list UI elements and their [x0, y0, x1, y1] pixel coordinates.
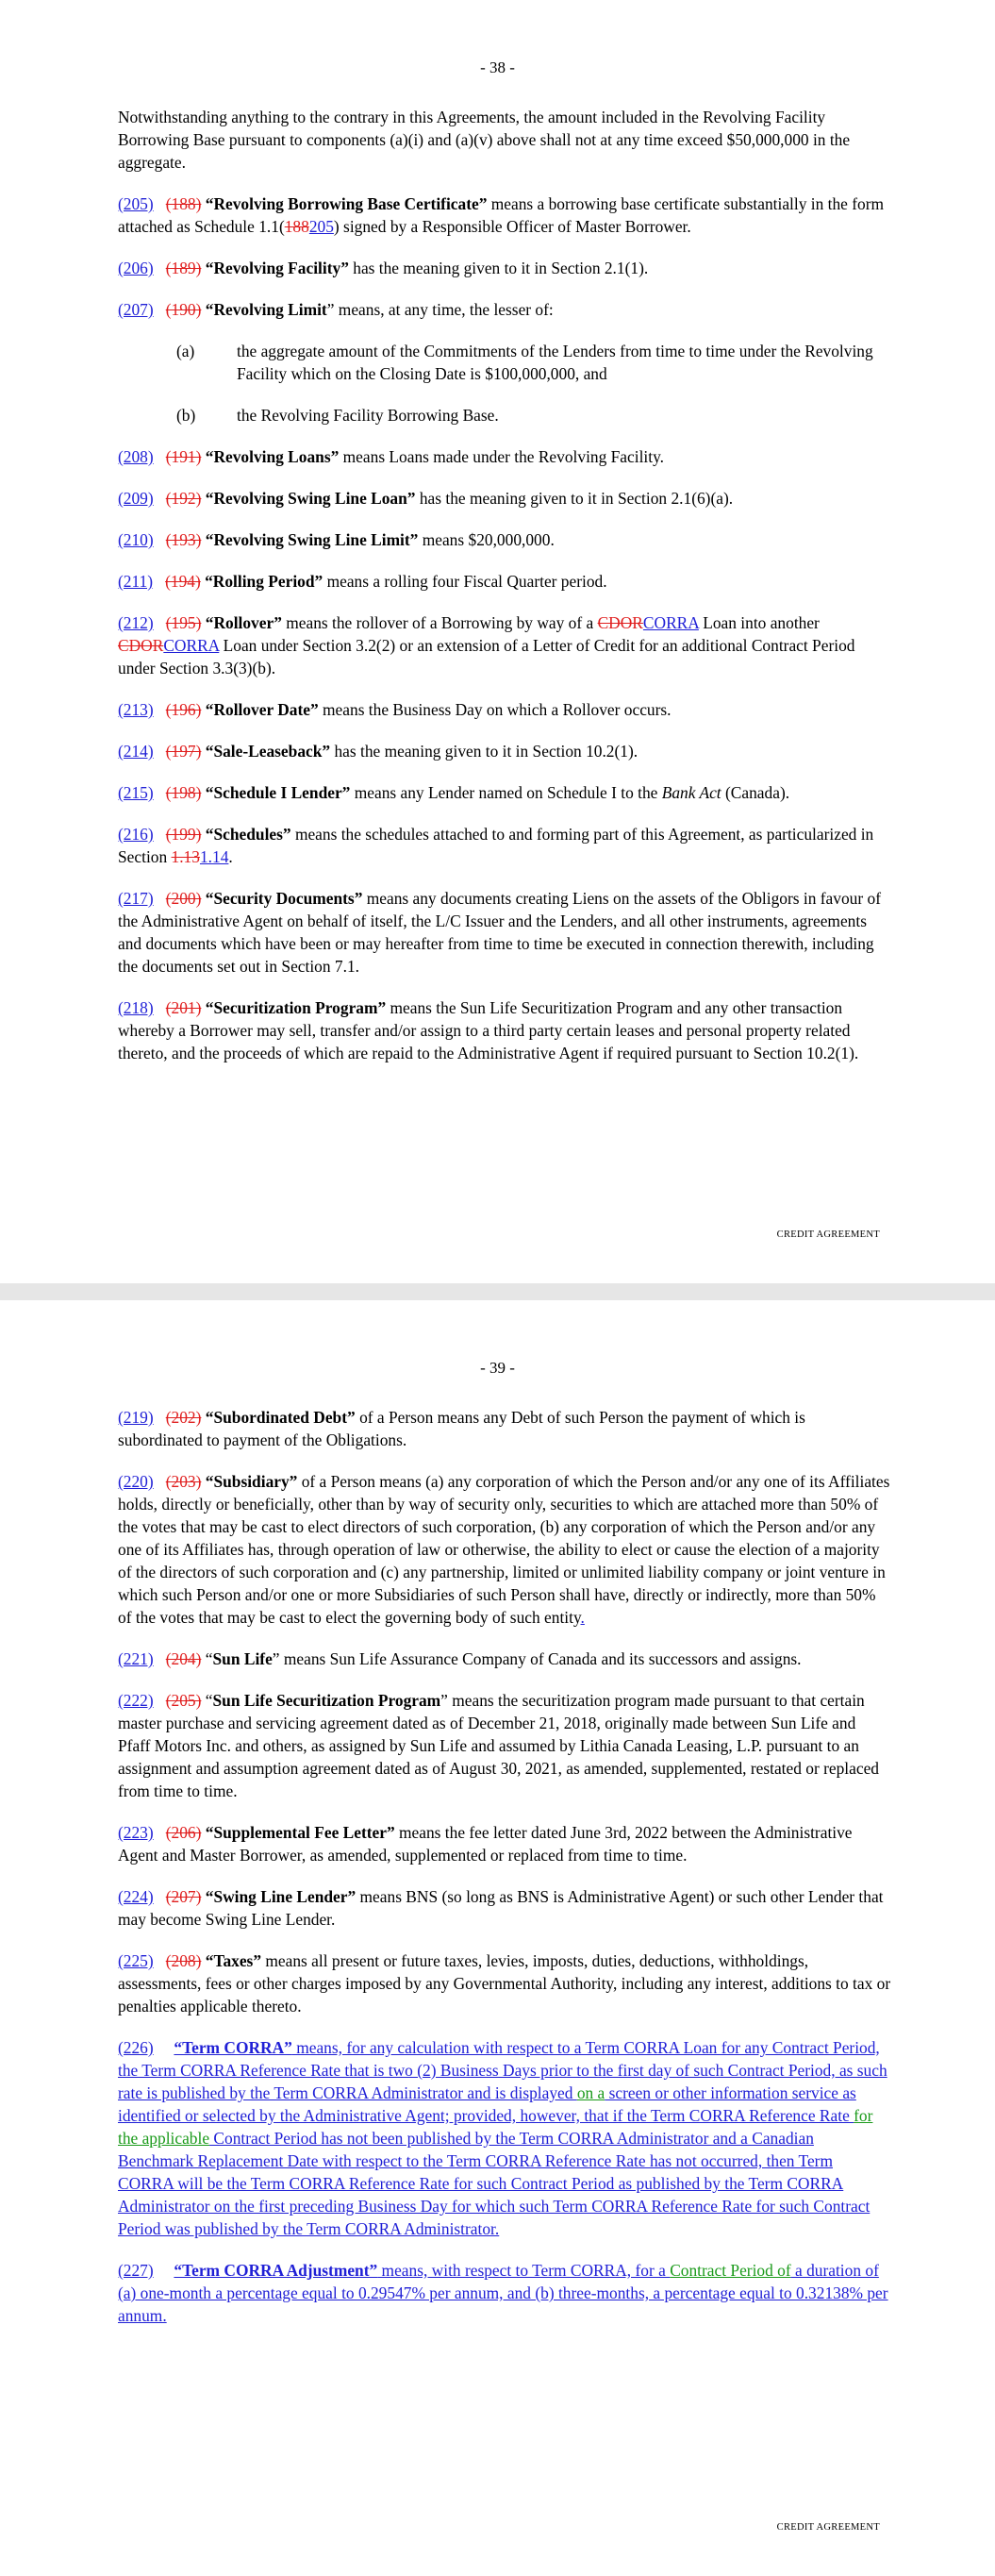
page-body: [118, 1406, 891, 2346]
deleted-number: (198): [165, 783, 202, 802]
moved-text: for the applicable: [118, 2106, 873, 2148]
definition-206: [118, 257, 891, 279]
moved-text: on a: [576, 2083, 605, 2102]
section-number: (225): [118, 1951, 154, 1970]
definition-220: [118, 1470, 891, 1629]
definition-226: [118, 2036, 891, 2240]
deleted-number: (205): [165, 1691, 202, 1710]
inserted-text: means, with respect to Term CORRA, for a: [377, 2261, 671, 2280]
subclause-text: the aggregate amount of the Commitments of the Lenders from time to time under the Revolving Facility which on the Closing Date is $100,000,000, and: [237, 342, 873, 383]
defined-term: “Rolling Period”: [205, 572, 323, 591]
definition-text: ) signed by a Responsible Officer of Master Borrower.: [333, 217, 691, 236]
definition-text: means a rolling four Fiscal Quarter period.: [323, 572, 607, 591]
deleted-number: (194): [165, 572, 201, 591]
defined-term: “Revolving Swing Line Limit”: [205, 530, 419, 549]
definition-text: means BNS (so long as BNS is Administrative Agent) or such other Lender that may become Swing Line Lender.: [118, 1887, 884, 1929]
subclause-label: (a): [176, 342, 195, 360]
definition-text: of a Person means (a) any corporation of which the Person and/or any one of its Affiliates holds, directly or beneficially, other than by way of security only, securities to which are attached more than 50% of the votes that may be cast to elect directors of such corporation, (b) any corporation of which the Person and/or any one of its Affiliates has, through operation of law or otherwise, the ability to elect or cause the election of a majority of the directors of such corporation and (c) any partnership, limited or unlimited liability company or joint venture in which such Person and/or one or more Subsidiaries of such Person shall have, directly or indirectly, more than 50% of the votes that may be cast to elect the governing body of such entity: [118, 1472, 890, 1627]
defined-term: “Term CORRA Adjustment”: [174, 2261, 378, 2280]
section-number: (217): [118, 889, 154, 908]
definition-222: [118, 1689, 891, 1802]
deleted-number: (192): [165, 489, 202, 508]
inserted-text: CORRA: [642, 613, 699, 632]
subclause-text: the Revolving Facility Borrowing Base.: [237, 406, 499, 425]
inserted-text: .: [580, 1608, 585, 1627]
section-number: (213): [118, 700, 154, 719]
section-number: (221): [118, 1649, 154, 1668]
deleted-number: (189): [165, 259, 202, 277]
section-number: (206): [118, 259, 154, 277]
defined-term: “Subordinated Debt”: [205, 1408, 356, 1427]
defined-term: “Revolving Loans”: [205, 447, 340, 466]
definition-214: [118, 740, 891, 762]
definition-text: has the meaning given to it in Section 2.1(1).: [348, 259, 649, 277]
definition-text: Loan into another: [698, 613, 820, 632]
definition-text: means Loans made under the Revolving Facility.: [339, 447, 664, 466]
defined-term: “Sale-Leaseback”: [205, 742, 331, 761]
definition-208: [118, 445, 891, 468]
defined-term: “Schedule I Lender”: [205, 783, 351, 802]
deleted-number: (191): [165, 447, 202, 466]
deleted-number: (203): [165, 1472, 202, 1491]
section-number: (205): [118, 194, 154, 213]
moved-text: Contract Period of: [670, 2261, 791, 2280]
section-number: (207): [118, 300, 154, 319]
section-number: (223): [118, 1823, 154, 1842]
section-number: (227): [118, 2261, 154, 2280]
inserted-text: 205: [308, 217, 334, 236]
definition-text: means the schedules attached to and forming part of this Agreement, as particularized in Section: [118, 825, 874, 866]
section-number: (215): [118, 783, 154, 802]
deleted-number: (207): [165, 1887, 202, 1906]
page-39: [0, 1300, 995, 2576]
deleted-text: 1.13: [171, 847, 200, 866]
definition-text: has the meaning given to it in Section 10.2(1).: [330, 742, 638, 761]
defined-term: “Swing Line Lender”: [205, 1887, 357, 1906]
deleted-text: CDOR: [597, 613, 643, 632]
section-number: (211): [118, 572, 154, 591]
defined-term: “Subsidiary”: [205, 1472, 298, 1491]
definition-text: ” means the securitization program made pursuant to that certain master purchase and servicing agreement dated as of December 21, 2018, originally made between Sun Life and Pfaff Motors Inc. and others, as assigned by Sun Life and assumed by Lithia Canada Leasing, L.P. pursuant to an assignment and assumption agreement dated as of August 30, 2021, as amended, supplemented, restated or replaced from time to time.: [118, 1691, 879, 1800]
definition-text: has the meaning given to it in Section 2.1(6)(a).: [415, 489, 734, 508]
definition-text: means any Lender named on Schedule I to the: [350, 783, 662, 802]
section-number: (209): [118, 489, 154, 508]
section-number: (220): [118, 1472, 154, 1491]
defined-term: Sun Life: [212, 1649, 273, 1668]
section-number: (214): [118, 742, 154, 761]
deleted-number: (208): [165, 1951, 202, 1970]
definition-text: means any documents creating Liens on the assets of the Obligors in favour of the Administrative Agent on behalf of itself, the L/C Issuer and the Lenders, and all other instruments, agreements and documents which have been or may hereafter from time to time be executed in connection therewith, including the documents set out in Section 7.1.: [118, 889, 881, 976]
page-footer: CREDIT AGREEMENT: [776, 2522, 880, 2533]
section-number: (226): [118, 2038, 154, 2057]
inserted-text: 1.14: [199, 847, 229, 866]
page-number: - 38 -: [480, 59, 515, 76]
deleted-number: (206): [165, 1823, 202, 1842]
definition-text: .: [228, 847, 233, 866]
inserted-text: a duration of (a) one-month a percentage equal to 0.29547% per annum, and (b) three-months, a percentage equal to 0.32138% per annum.: [118, 2261, 888, 2325]
definition-219: [118, 1406, 891, 1451]
defined-term: “Security Documents”: [205, 889, 363, 908]
section-number: (216): [118, 825, 154, 844]
defined-term: “Term CORRA”: [174, 2038, 292, 2057]
definition-216: [118, 823, 891, 868]
definition-text: ” means, at any time, the lesser of:: [326, 300, 554, 319]
definition-218: [118, 996, 891, 1064]
definition-227: [118, 2259, 891, 2327]
defined-term: “Revolving Limit: [205, 300, 327, 319]
inserted-text: CORRA: [163, 636, 220, 655]
deleted-number: (197): [165, 742, 202, 761]
defined-term: Sun Life Securitization Program: [212, 1691, 441, 1710]
subclause-b: [176, 404, 891, 427]
page-number: - 39 -: [480, 1359, 515, 1377]
section-number: (210): [118, 530, 154, 549]
section-number: (219): [118, 1408, 154, 1427]
definition-205: [118, 192, 891, 238]
definition-217: [118, 887, 891, 978]
definition-210: [118, 528, 891, 551]
section-number: (212): [118, 613, 154, 632]
defined-term: “Schedules”: [205, 825, 291, 844]
definition-212: [118, 611, 891, 679]
definition-213: [118, 698, 891, 721]
definition-text: means the Sun Life Securitization Program and any other transaction whereby a Borrower may sell, transfer and/or assign to a third party certain leases and personal property related thereto, and the proceeds of which are repaid to the Administrative Agent if required pursuant to Section 10.2(1).: [118, 998, 859, 1062]
definition-223: [118, 1821, 891, 1866]
defined-term: “Securitization Program”: [205, 998, 387, 1017]
page-body: [118, 106, 891, 1083]
deleted-text: 188: [284, 217, 309, 236]
defined-term: “Revolving Swing Line Loan”: [205, 489, 416, 508]
deleted-number: (188): [165, 194, 202, 213]
page-38: [0, 0, 995, 1283]
section-number: (224): [118, 1887, 154, 1906]
deleted-number: (190): [165, 300, 202, 319]
definition-text: means the fee letter dated June 3rd, 2022 between the Administrative Agent and Master Borrower, as amended, supplemented or replaced from time to time.: [118, 1823, 853, 1865]
defined-term: “Rollover Date”: [205, 700, 319, 719]
defined-term: “Supplemental Fee Letter”: [205, 1823, 395, 1842]
deleted-number: (202): [165, 1408, 202, 1427]
defined-term: “Rollover”: [205, 613, 282, 632]
definition-211: [118, 570, 891, 593]
definition-text: Loan under Section 3.2(2) or an extension of a Letter of Credit for an additional Contract Period under Section 3.3(3)(b).: [118, 636, 855, 677]
page-footer: CREDIT AGREEMENT: [776, 1229, 880, 1240]
deleted-number: (201): [165, 998, 202, 1017]
definition-text: means the rollover of a Borrowing by way of a: [281, 613, 598, 632]
inserted-text: means, for any calculation with respect to a Term CORRA Loan for any Contract Period, the Term CORRA Reference Rate that is two (2) Business Days prior to the first day of such Contract Period, as such rate is published by the Term CORRA Administrator and is displayed: [118, 2038, 887, 2102]
deleted-number: (196): [165, 700, 202, 719]
defined-term: “Taxes”: [205, 1951, 262, 1970]
defined-term: “Revolving Facility”: [205, 259, 349, 277]
deleted-number: (199): [165, 825, 202, 844]
definition-text: means all present or future taxes, levies, imposts, duties, deductions, withholdings, assessments, fees or other charges imposed by any Governmental Authority, including any interest, additions to tax or penalties applicable thereto.: [118, 1951, 891, 2016]
definition-221: [118, 1648, 891, 1670]
deleted-number: (200): [165, 889, 202, 908]
intro-paragraph: Notwithstanding anything to the contrary in this Agreements, the amount included in the Revolving Facility Borrowing Base pursuant to components (a)(i) and (a)(v) above shall not at any time exceed $50,000,000 in the aggregate.: [118, 108, 851, 172]
italic-text: Bank Act: [661, 783, 721, 802]
defined-term: “Revolving Borrowing Base Certificate”: [205, 194, 488, 213]
definition-text: ” means Sun Life Assurance Company of Canada and its successors and assigns.: [272, 1649, 802, 1668]
definition-text: (Canada).: [721, 783, 790, 802]
definition-text: means a borrowing base certificate substantially in the form attached as Schedule 1.1(: [118, 194, 885, 236]
inserted-text: screen or other information service as identified or selected by the Administrative Agent; provided, however, that if the Term CORRA Reference Rate: [118, 2083, 856, 2125]
deleted-number: (204): [165, 1649, 202, 1668]
definition-225: [118, 1949, 891, 2017]
section-number: (218): [118, 998, 154, 1017]
definition-209: [118, 487, 891, 510]
subclause-a: [176, 340, 891, 385]
deleted-text: CDOR: [118, 636, 164, 655]
definition-215: [118, 781, 891, 804]
definition-207: [118, 298, 891, 321]
open-quote: “: [205, 1649, 213, 1668]
definition-224: [118, 1885, 891, 1931]
definition-text: means $20,000,000.: [418, 530, 555, 549]
open-quote: “: [205, 1691, 213, 1710]
definition-text: of a Person means any Debt of such Person the payment of which is subordinated to payment of the Obligations.: [118, 1408, 805, 1449]
section-number: (208): [118, 447, 154, 466]
inserted-text: Contract Period has not been published by the Term CORRA Administrator and a Canadian Benchmark Replacement Date with respect to the Term CORRA Reference Rate has not occurred, then Term CORRA will be the Term CORRA Reference Rate for such Contract Period as published by the Term CORRA Administrator on the first preceding Business Day for which such Term CORRA Reference Rate for such Contract Period was published by the Term CORRA Administrator.: [118, 2129, 871, 2238]
subclause-label: (b): [176, 406, 196, 425]
definition-text: means the Business Day on which a Rollover occurs.: [318, 700, 672, 719]
deleted-number: (193): [165, 530, 202, 549]
deleted-number: (195): [165, 613, 202, 632]
section-number: (222): [118, 1691, 154, 1710]
